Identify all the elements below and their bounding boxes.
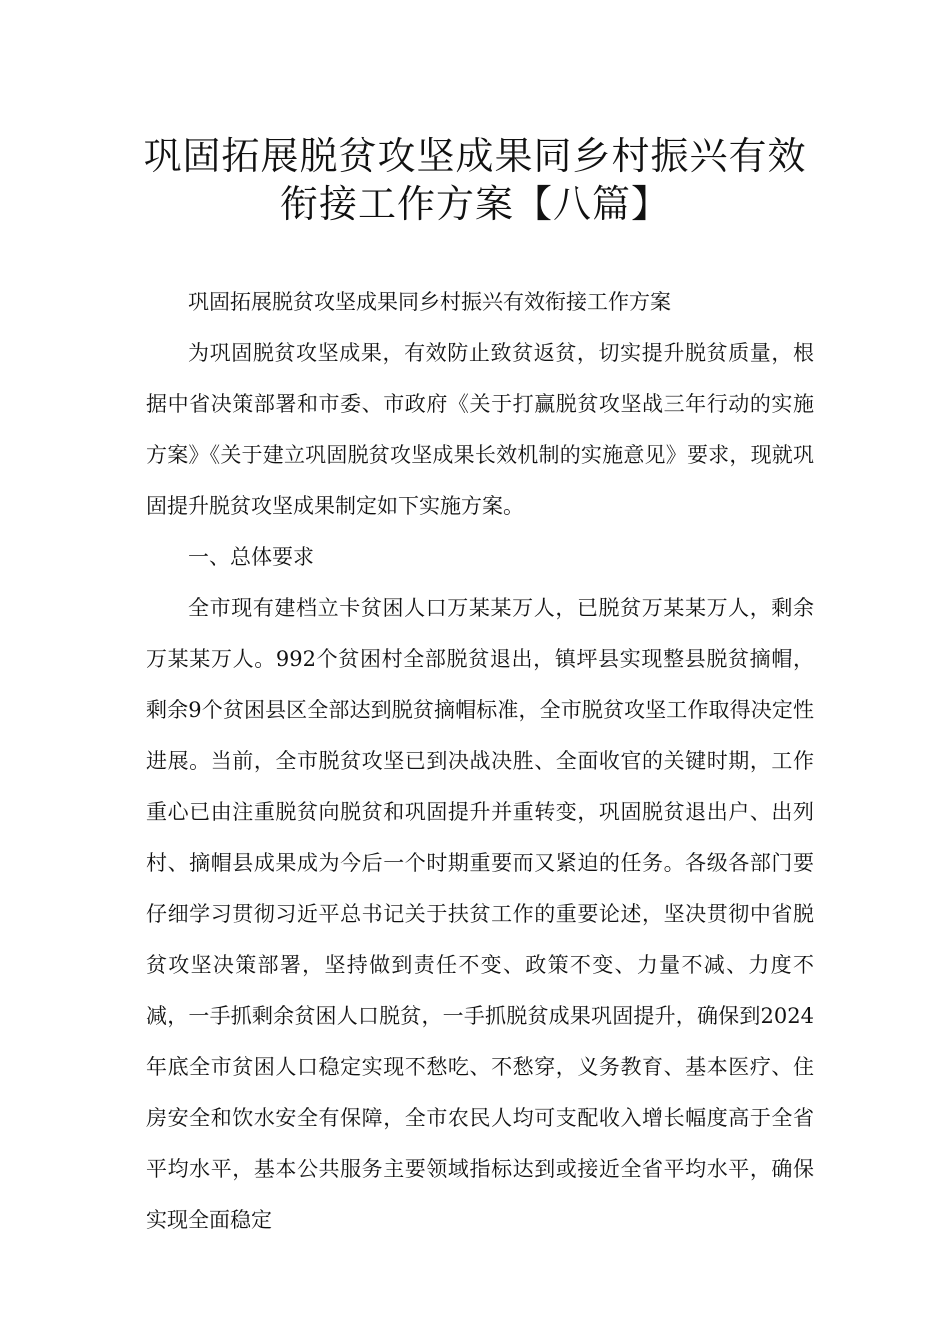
document-subtitle: 巩固拓展脱贫攻坚成果同乡村振兴有效衔接工作方案: [188, 290, 671, 314]
paragraph-general-requirements: 全市现有建档立卡贫困人口万某某万人，已脱贫万某某万人，剩余万某某万人。992个贫困村全部脱贫退出，镇坪县实现整县脱贫摘帽，剩余9个贫困县区全部达到脱贫摘帽标准，全市脱贫攻坚工作取得决定性进展。当前，全市脱贫攻坚已到决战决胜、全面收官的关键时期，工作重心已由注重脱贫向脱贫和巩固提升并重转变，巩固脱贫退出户、出列村、摘帽县成果成为今后一个时期重要而又紧迫的任务。各级各部门要仔细学习贯彻习近平总书记关于扶贫工作的重要论述，坚决贯彻中省脱贫攻坚决策部署，坚持做到责任不变、政策不变、力量不减、力度不减，一手抓剩余贫困人口脱贫，一手抓脱贫成果巩固提升，确保到2024年底全市贫困人口稳定实现不愁吃、不愁穿，义务教育、基本医疗、住房安全和饮水安全有保障，全市农民人均可支配收入增长幅度高于全省平均水平，基本公共服务主要领域指标达到或接近全省平均水平，确保实现全面稳定: [146, 596, 814, 1232]
document-title-line-1: 巩固拓展脱贫攻坚成果同乡村振兴有效: [143, 134, 807, 178]
document-body: [146, 277, 814, 1246]
paragraph-intro: 为巩固脱贫攻坚成果，有效防止致贫返贫，切实提升脱贫质量，根据中省决策部署和市委、市政府《关于打赢脱贫攻坚战三年行动的实施方案》《关于建立巩固脱贫攻坚成果长效机制的实施意见》要求，现就巩固提升脱贫攻坚成果制定如下实施方案。: [146, 341, 814, 518]
document-title-line-2: 衔接工作方案【八篇】: [279, 182, 670, 226]
section-heading-general-requirements: 一、总体要求: [188, 545, 314, 569]
